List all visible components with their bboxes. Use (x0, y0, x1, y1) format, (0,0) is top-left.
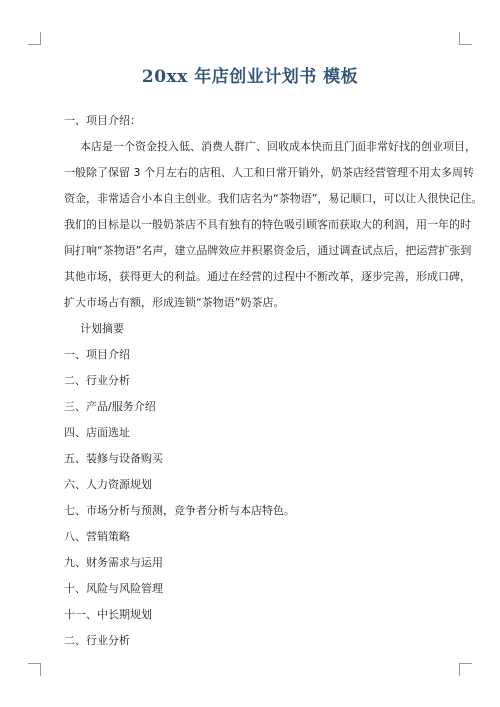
outline-item: 九、财务需求与运用 (64, 556, 163, 569)
paragraph-line: 其他市场，获得更大的利益。通过在经营的过程中不断改革，逐步完善，形成口碑， (64, 270, 471, 283)
document-title: 20xx 年店创业计划书 模板 (141, 67, 359, 87)
outline-item: 五、装修与设备购买 (64, 452, 163, 465)
paragraph-line: 本店是一个资金投入低、消费人群广、回收成本快而且门面非常好找的创业项目， (80, 140, 476, 153)
crop-mark-top-right (459, 32, 472, 45)
outline-item: 十、风险与风险管理 (64, 582, 163, 595)
outline-item: 六、人力资源规划 (64, 478, 152, 491)
summary-heading: 计划摘要 (80, 322, 124, 335)
outline-item: 十一、中长期规划 (64, 608, 152, 621)
paragraph-line: 扩大市场占有额，形成连锁“茶物语”奶茶店。 (64, 296, 285, 309)
paragraph-line: 一般除了保留 3 个月左右的店租、人工和日常开销外，奶茶店经营管理不用太多周转 (64, 166, 474, 179)
outline-item: 一、项目介绍 (64, 348, 130, 361)
section-heading: 一、项目介绍： (64, 114, 141, 127)
crop-mark-bottom-left (28, 663, 41, 676)
crop-mark-bottom-right (459, 663, 472, 676)
outline-item: 二、行业分析 (64, 634, 130, 647)
crop-mark-top-left (28, 32, 41, 45)
outline-item: 三、产品/服务介绍 (64, 400, 156, 413)
paragraph-line: 间打响“茶物语”名声，建立品牌效应并积累资金后，通过调查试点后，把运营扩张到 (64, 244, 472, 257)
paragraph-line: 我们的目标是以一般奶茶店不具有独有的特色吸引顾客而获取大的利润，用一年的时 (64, 218, 471, 231)
outline-item: 二、行业分析 (64, 374, 130, 387)
paragraph-line: 资金，非常适合小本自主创业。我们店名为“茶物语”，易记顺口，可以让人很快记住。 (64, 192, 483, 205)
outline-item: 七、市场分析与预测，竞争者分析与本店特色。 (64, 504, 295, 517)
outline-item: 四、店面选址 (64, 426, 130, 439)
outline-item: 八、营销策略 (64, 530, 130, 543)
